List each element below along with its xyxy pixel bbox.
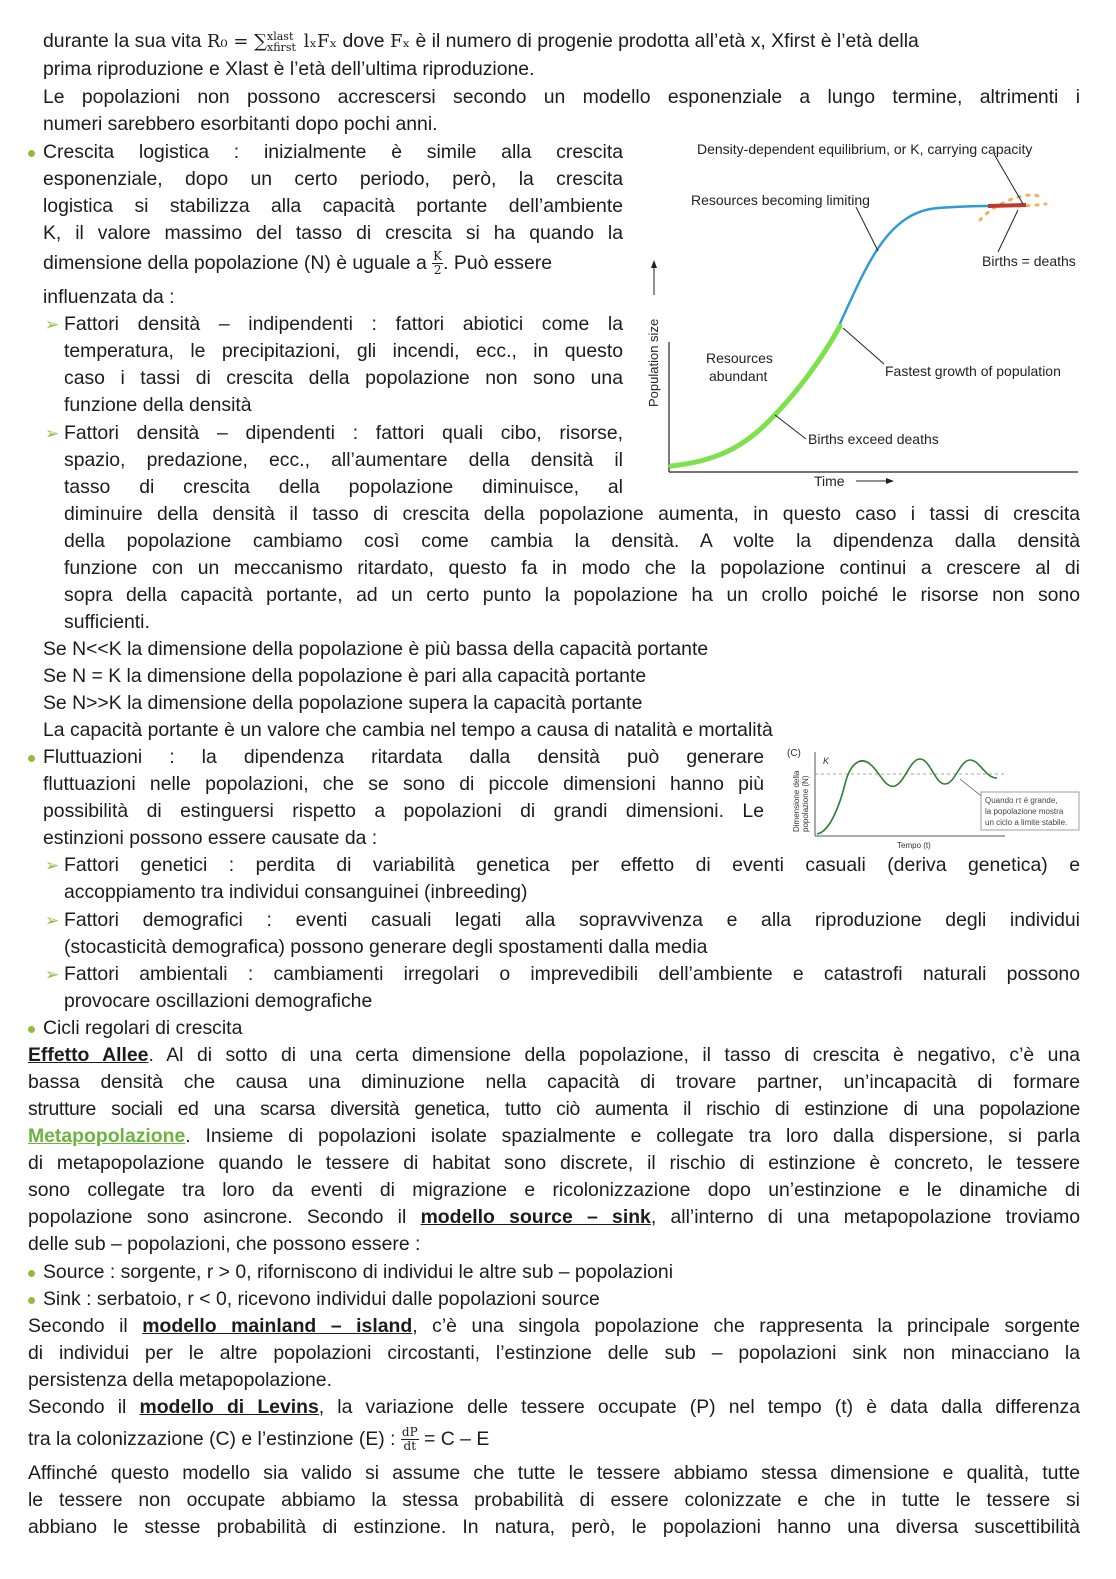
dependent-line-4: diminuire della densità il tasso di crescita della popolazione aumenta, in questo caso i tassi di crescita bbox=[64, 503, 1080, 525]
dependent-line-3: tasso di crescita della popolazione diminuisce, al bbox=[64, 476, 623, 498]
y-arrow-head bbox=[651, 260, 657, 268]
fastest-growth-label: Fastest growth of population bbox=[885, 363, 1061, 379]
intro-line-3: Le popolazioni non possono accrescersi secondo un modello esponenziale a lungo termine, altrimenti i bbox=[43, 86, 1080, 108]
logistic-growth-figure bbox=[638, 132, 1098, 497]
arrow-bullet-icon: ➢ bbox=[45, 856, 60, 875]
allee-line-1: Effetto Allee. Al di sotto di una certa dimensione della popolazione, il tasso di crescita è negativo, c’è una bbox=[28, 1044, 1081, 1066]
y-axis-label-2: popolazione (N) bbox=[801, 775, 810, 832]
independent-line-4: funzione della densità bbox=[64, 394, 252, 416]
condition-line-2: Se N = K la dimensione della popolazione è pari alla capacità portante bbox=[43, 665, 647, 687]
levins-line-1: Secondo il modello di Levins, la variazione delle tessere occupate (P) nel tempo (t) è data dalla differenza bbox=[28, 1396, 1080, 1418]
note-line-3: un ciclo a limite stabile. bbox=[985, 818, 1068, 827]
environmental-line-2: provocare oscillazioni demografiche bbox=[64, 990, 373, 1012]
note-line-2: la popolazione mostra bbox=[985, 807, 1064, 816]
x-arrow-head bbox=[886, 478, 894, 484]
bullet-dot bbox=[28, 755, 35, 762]
levins-line-2: tra la colonizzazione (C) e l’estinzione (E) : $\frac{dP}{dt}$ = C – E bbox=[28, 1425, 490, 1454]
dependent-line-1: Fattori densità – dipendenti : fattori quali cibo, risorse, bbox=[64, 422, 623, 444]
resources-abundant-label-2: abundant bbox=[709, 368, 768, 384]
source-line: Source : sorgente, r > 0, riforniscono di individui le altre sub – popolazioni bbox=[43, 1261, 674, 1283]
equilibrium-segment-red bbox=[988, 205, 1026, 206]
dependent-line-8: sufficienti. bbox=[64, 611, 150, 633]
cycles-line: Cicli regolari di crescita bbox=[43, 1017, 243, 1039]
arrow-bullet-icon: ➢ bbox=[45, 424, 60, 443]
mainland-line-3: persistenza della metapopolazione. bbox=[28, 1369, 332, 1391]
mainland-island-model: modello mainland – island bbox=[142, 1315, 413, 1337]
independent-line-2: temperatura, le precipitazioni, gli incendi, ecc., in questo bbox=[64, 340, 623, 362]
fluct-line-2: fluttuazioni nelle popolazioni, che se sono di piccole dimensioni hanno più bbox=[43, 773, 764, 795]
genetic-line-2: accoppiamento tra individui consanguinei (inbreeding) bbox=[64, 881, 528, 903]
fluct-line-3: possibilità di estinguersi rispetto a popolazioni di grandi dimensioni. Le bbox=[43, 800, 764, 822]
assumption-line-2: le tessere non occupate abbiamo la stessa probabilità di essere colonizzate e che in tutte le tessere si bbox=[28, 1489, 1080, 1511]
logistic-line-5: dimensione della popolazione (N) è uguale a $\frac{K}{2}$ . Può essere bbox=[43, 249, 552, 278]
assumption-line-1: Affinché questo modello sia valido si assume che tutte le tessere abbiamo stessa dimensione e qualità, tutte bbox=[28, 1462, 1080, 1484]
resources-abundant-label: Resources bbox=[706, 350, 773, 366]
meta-line-2: di metapopolazione quando le tessere di habitat sono discrete, il rischio di estinzione è concreto, le tessere bbox=[28, 1152, 1080, 1174]
panel-label: (C) bbox=[787, 748, 801, 759]
bullet-dot bbox=[28, 1026, 35, 1033]
fluct-line-1: Fluttuazioni : la dipendenza ritardata dalla densità può generare bbox=[43, 746, 764, 768]
allee-title: Effetto Allee bbox=[28, 1044, 149, 1066]
mainland-line-2: di individui per le altre popolazioni circostanti, l’estinzione delle sub – popolazioni sink non minacciano la bbox=[28, 1342, 1080, 1364]
condition-line-4: La capacità portante è un valore che cambia nel tempo a causa di natalità e mortalità bbox=[43, 719, 773, 741]
metapopulation-title: Metapopolazione bbox=[28, 1125, 186, 1147]
logistic-line-2: esponenziale, dopo un certo periodo, però, la crescita bbox=[43, 168, 623, 190]
leader-line bbox=[998, 210, 1018, 252]
sink-line: Sink : serbatoio, r < 0, ricevono individui dalle popolazioni source bbox=[43, 1288, 600, 1310]
meta-line-3: sono collegate tra loro da eventi di migrazione e ricolonizzazione dopo un’estinzione e le dinamiche di bbox=[28, 1179, 1080, 1201]
meta-line-5: delle sub – popolazioni, che possono essere : bbox=[28, 1233, 421, 1255]
logistic-line-4: K, il valore massimo del tasso di crescita si ha quando la bbox=[43, 222, 623, 244]
bullet-dot bbox=[28, 150, 35, 157]
logistic-line-6: influenzata da : bbox=[43, 286, 175, 308]
carrying-capacity-label: Density-dependent equilibrium, or K, carrying capacity bbox=[697, 141, 1033, 157]
x-axis-label: Time bbox=[814, 473, 845, 489]
logistic-line-1: Crescita logistica : inizialmente è simile alla crescita bbox=[43, 141, 623, 163]
population-oscillation-curve bbox=[817, 759, 997, 834]
note-line-1: Quando rτ è grande, bbox=[985, 796, 1058, 805]
genetic-line-1: Fattori genetici : perdita di variabilità genetica per effetto di eventi casuali (deriva genetica) e bbox=[64, 854, 1080, 876]
y-axis-label: Dimensione della bbox=[792, 770, 801, 832]
logistic-line-3: logistica si stabilizza alla capacità portante dell’ambiente bbox=[43, 195, 623, 217]
dependent-line-5: della popolazione cambiamo così come cambia la densità. A volte la dipendenza dalla densità bbox=[64, 530, 1080, 552]
source-sink-model: modello source – sink bbox=[420, 1206, 651, 1228]
arrow-bullet-icon: ➢ bbox=[45, 315, 60, 334]
meta-line-1: Metapopolazione. Insieme di popolazioni isolate spazialmente e collegate tra loro dalla dispersione, si parla bbox=[28, 1125, 1080, 1147]
environmental-line-1: Fattori ambientali : cambiamenti irregolari o imprevedibili dell’ambiente e catastrofi naturali possono bbox=[64, 963, 1080, 985]
condition-line-1: Se N<<K la dimensione della popolazione è più bassa della capacità portante bbox=[43, 638, 709, 660]
arrow-bullet-icon: ➢ bbox=[45, 911, 60, 930]
intro-line-4: numeri sarebbero esorbitanti dopo pochi anni. bbox=[43, 113, 438, 135]
births-exceed-deaths-label: Births exceed deaths bbox=[808, 431, 939, 447]
arrow-bullet-icon: ➢ bbox=[45, 965, 60, 984]
demographic-line-1: Fattori demografici : eventi casuali legati alla sopravvivenza e alla riproduzione degli individui bbox=[64, 909, 1080, 931]
leader-line bbox=[843, 328, 884, 364]
limit-cycle-figure bbox=[785, 744, 1085, 854]
independent-line-1: Fattori densità – indipendenti : fattori abiotici come la bbox=[64, 313, 623, 335]
mainland-line-1: Secondo il modello mainland – island, c’è una singola popolazione che rappresenta la principale sorgente bbox=[28, 1315, 1080, 1337]
births-equal-deaths-label: Births = deaths bbox=[982, 253, 1076, 269]
intro-line-2: prima riproduzione e Xlast è l’età dell’ultima riproduzione. bbox=[43, 58, 535, 80]
fluct-line-4: estinzioni possono essere causate da : bbox=[43, 827, 378, 849]
intro-line-1: durante la sua vita R₀ = ∑ xlast xfirst lₓFₓ dove Fₓ è il numero di progenie prodotta all’età x, Xfirst è l’età della bbox=[43, 30, 919, 54]
leader-line bbox=[994, 154, 1023, 204]
leader-line bbox=[856, 207, 878, 251]
allee-line-2: bassa densità che causa una diminuzione nella capacità di trovare partner, un’incapacità di formare bbox=[28, 1071, 1080, 1093]
dependent-line-2: spazio, predazione, ecc., all’aumentare della densità il bbox=[64, 449, 623, 471]
dp-dt-fraction: $\frac{dP}{dt}$ bbox=[401, 1425, 418, 1454]
dependent-line-7: sopra della capacità portante, ad un certo punto la popolazione ha un crollo poiché le risorse non sono bbox=[64, 584, 1080, 606]
bullet-dot bbox=[28, 1270, 35, 1277]
x-axis-label: Tempo (t) bbox=[897, 841, 931, 850]
assumption-line-3: abbiano le stesse probabilità di estinzione. In natura, però, le popolazioni hanno una diversa suscettibilità bbox=[28, 1516, 1080, 1538]
demographic-line-2: (stocasticità demografica) possono generare degli spostamenti dalla media bbox=[64, 936, 708, 958]
allee-line-3: strutture sociali ed una scarsa diversità genetica, tutto ciò aumenta il rischio di estinzione di una popolazione bbox=[28, 1098, 1080, 1120]
logistic-curve-blue bbox=[838, 206, 988, 328]
k-label: K bbox=[823, 756, 830, 766]
k-over-2-fraction: $\frac{K}{2}$ bbox=[433, 249, 443, 278]
resources-limiting-label: Resources becoming limiting bbox=[691, 192, 870, 208]
bullet-dot bbox=[28, 1297, 35, 1304]
y-axis-label: Population size bbox=[646, 318, 661, 407]
independent-line-3: caso i tassi di crescita della popolazione non sono una bbox=[64, 367, 623, 389]
leader-line bbox=[775, 415, 806, 439]
meta-line-4: popolazione sono asincrone. Secondo il modello source – sink, all’interno di una metapopolazione troviamo bbox=[28, 1206, 1081, 1228]
dependent-line-6: funzione con un meccanismo ritardato, questo fa in modo che la popolazione continui a crescere al di bbox=[64, 557, 1080, 579]
levins-model: modello di Levins bbox=[139, 1396, 319, 1418]
condition-line-3: Se N>>K la dimensione della popolazione supera la capacità portante bbox=[43, 692, 643, 714]
